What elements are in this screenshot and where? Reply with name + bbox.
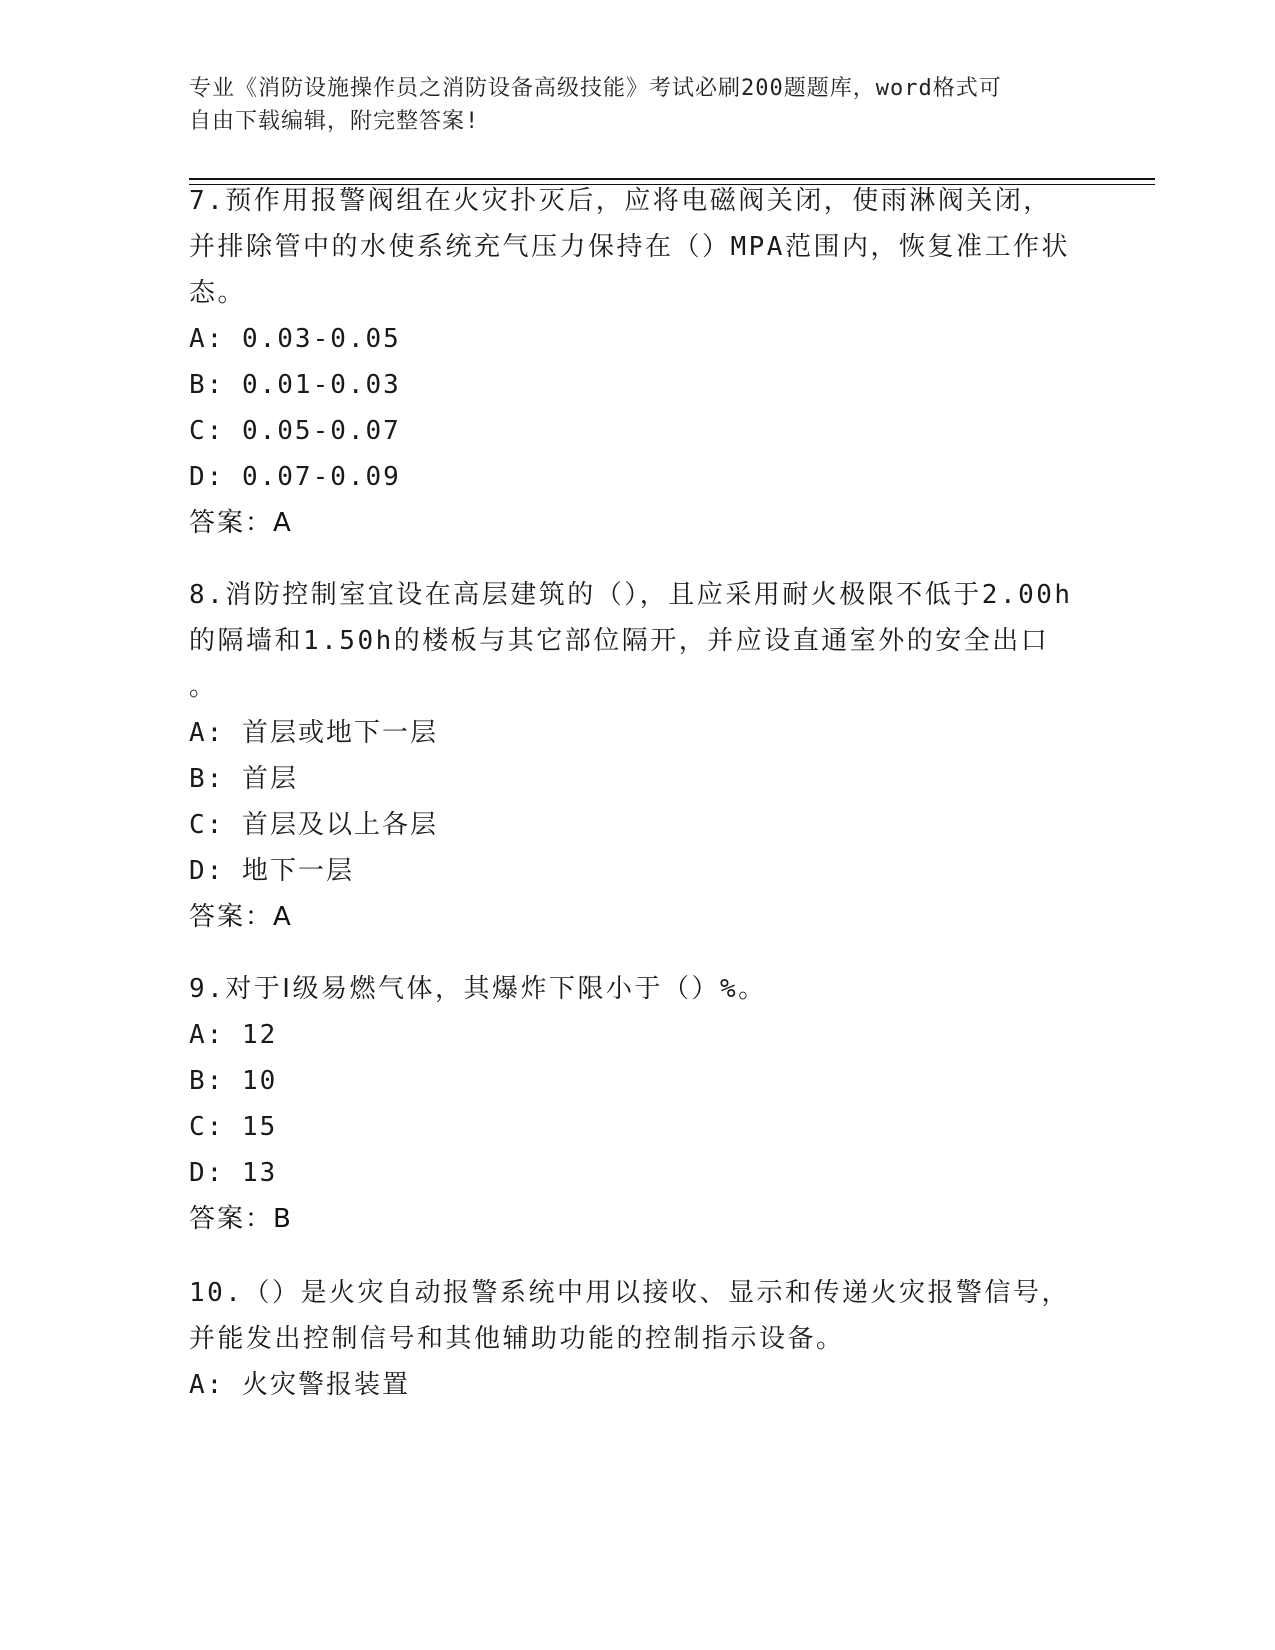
question-10 — [189, 1270, 1089, 1408]
question-text-line: 7.预作用报警阀组在火灾扑灭后，应将电磁阀关闭，使雨淋阀关闭， — [189, 186, 1052, 216]
question-text-line: 的隔墙和1.50h的楼板与其它部位隔开，并应设直通室外的安全出口 — [189, 626, 1050, 656]
option-a: A: 火灾警报装置 — [189, 1370, 410, 1400]
intro-line-1: 专业《消防设施操作员之消防设备高级技能》考试必刷200题题库，word格式可 — [189, 76, 1002, 101]
document-intro — [189, 72, 1089, 138]
question-9 — [189, 966, 1089, 1242]
question-text-line: 态。 — [189, 278, 247, 308]
option-b: B: 0.01-0.03 — [189, 370, 401, 400]
option-a: A: 12 — [189, 1020, 278, 1050]
option-b: B: 10 — [189, 1066, 278, 1096]
question-text-line: 并排除管中的水使系统充气压力保持在（）MPA范围内，恢复准工作状 — [189, 232, 1070, 262]
option-d: D: 13 — [189, 1158, 278, 1188]
option-b: B: 首层 — [189, 764, 298, 794]
option-d: D: 地下一层 — [189, 856, 354, 886]
answer-line: 答案：A — [189, 508, 293, 538]
question-text-line: 8.消防控制室宜设在高层建筑的（），且应采用耐火极限不低于2.00h — [189, 580, 1073, 610]
intro-line-2: 自由下载编辑，附完整答案! — [189, 109, 480, 134]
option-c: C: 首层及以上各层 — [189, 810, 438, 840]
answer-line: 答案：B — [189, 1204, 293, 1234]
option-d: D: 0.07-0.09 — [189, 462, 401, 492]
option-c: C: 15 — [189, 1112, 278, 1142]
option-a: A: 0.03-0.05 — [189, 324, 401, 354]
question-7 — [189, 178, 1089, 546]
question-text-line: 并能发出控制信号和其他辅助功能的控制指示设备。 — [189, 1324, 845, 1354]
option-c: C: 0.05-0.07 — [189, 416, 401, 446]
option-a: A: 首层或地下一层 — [189, 718, 438, 748]
question-8 — [189, 572, 1089, 940]
question-text-line: 9.对于Ⅰ级易燃气体，其爆炸下限小于（）%。 — [189, 974, 767, 1004]
answer-line: 答案：A — [189, 902, 293, 932]
question-text-line: 10.（）是火灾自动报警系统中用以接收、显示和传递火灾报警信号， — [189, 1278, 1070, 1308]
question-text-line: 。 — [189, 672, 218, 702]
